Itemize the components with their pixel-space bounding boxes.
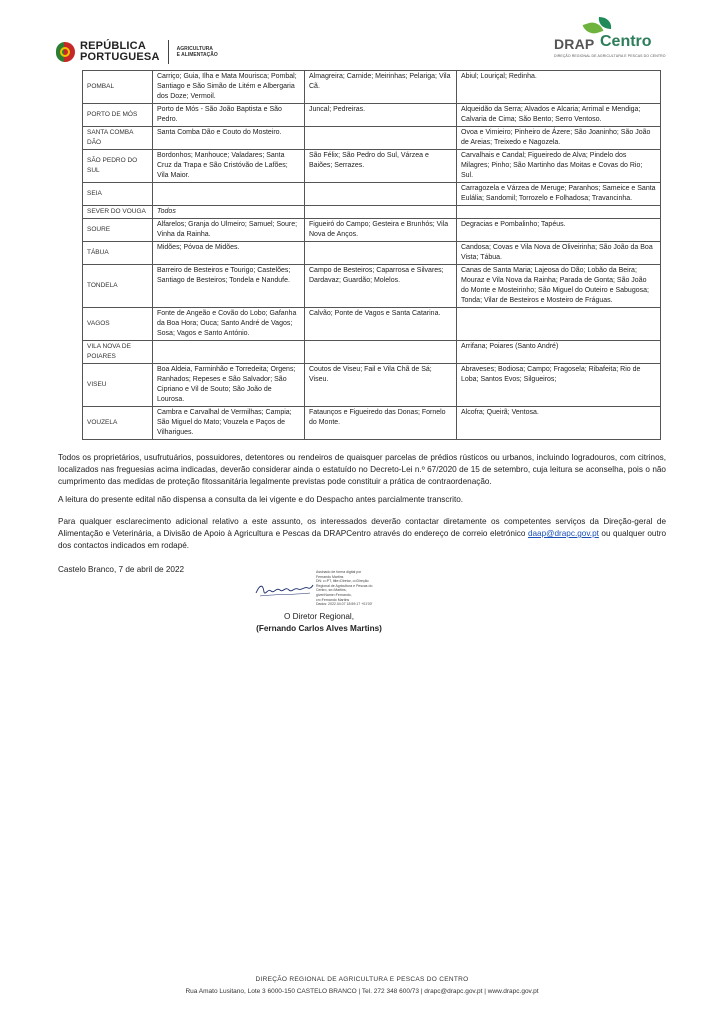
republica-portuguesa-logo (56, 38, 218, 66)
footer-organization: DIREÇÃO REGIONAL DE AGRICULTURA E PESCAS DO CENTRO (255, 976, 469, 983)
parish-cell-b: Figueiró do Campo; Gesteira e Brunhós; Vila Nova de Anços. (305, 219, 457, 242)
municipality-cell: SOURE (83, 219, 153, 242)
parish-cell-b: São Félix; São Pedro do Sul, Várzea e Baiões; Serrazes. (305, 150, 457, 183)
drap-subtitle: DIREÇÃO REGIONAL DE AGRICULTURA E PESCAS DO CENTRO (554, 54, 666, 58)
parish-cell-c: Carvalhais e Candal; Figueiredo de Alva; Pindelo dos Milagres; Pinho; São Martinho das Moitas e Covas do Rio; Sul. (457, 150, 661, 183)
table-row (83, 242, 661, 265)
cert-line: givenName=Fernando, (316, 592, 352, 597)
cert-line: Centro, sn=Martins, (316, 588, 347, 593)
paragraph-owners-notice: Todos os proprietários, usufrutuários, possuidores, detentores ou rendeiros de quaisquer parcelas de prédios rústicos ou urbanos, incluindo logradouros, com citrinos, localizados nas freguesias acima indicadas, deverão considerar ainda o estatuído no Decreto-Lei n.º 67/2020 de 15 de setembro, cuja leitura se aconselha, pois o não cumprimento das medidas de proteção fitossanitária legalmente previstas pode constituir a prática de contraordenação. (58, 453, 666, 486)
cert-line: Regional de Agricultura e Pescas do (316, 583, 373, 588)
parish-cell-c (457, 308, 661, 341)
table-row (83, 308, 661, 341)
parish-cell-c: Alqueidão da Serra; Alvados e Alcaria; Arrimal e Mendiga; Calvaria de Cima; São Bento; Serro Ventoso. (457, 104, 661, 127)
parish-cell-a: Midões; Póvoa de Midões. (153, 242, 305, 265)
contact-text-before: Para qualquer esclarecimento adicional relativo a este assunto, os interessados deverão contactar diretamente os competentes serviços da Direção-geral de Alimentação e Veterinária, a Divisão de Apoio à Agricultura e Pescas da DRAPCentro através do endereço de correio eletrónico (58, 517, 666, 538)
paragraph-contact (58, 516, 666, 552)
drapcentro-logo (546, 18, 666, 62)
digital-signature (254, 570, 434, 610)
parishes-table-body (83, 71, 661, 440)
parish-cell-b: Calvão; Ponte de Vagos e Santa Catarina. (305, 308, 457, 341)
centro-word: Centro (600, 33, 652, 50)
parish-cell-a (153, 183, 305, 206)
parish-cell-c (457, 206, 661, 219)
parish-cell-b (305, 183, 457, 206)
ministry-line-1: AGRICULTURA (176, 46, 213, 52)
municipality-cell: VOUZELA (83, 407, 153, 440)
parish-cell-a (153, 341, 305, 364)
table-row (83, 407, 661, 440)
director-block (255, 611, 383, 635)
parish-cell-b: Campo de Besteiros; Caparrosa e Silvares; Dardavaz; Guardão; Molelos. (305, 265, 457, 308)
table-row (83, 265, 661, 308)
handwritten-signature-icon (254, 578, 314, 600)
parish-cell-c: Abiul; Louriçal; Redinha. (457, 71, 661, 104)
table-row (83, 150, 661, 183)
ministry-line-2: E ALIMENTAÇÃO (176, 52, 218, 58)
republic-line-2: PORTUGUESA (80, 51, 160, 63)
table-row (83, 219, 661, 242)
parish-cell-a: Fonte de Angeão e Covão do Lobo; Gafanha da Boa Hora; Ouca; Santo André de Vagos; Sosa; Vagos e Santo António. (153, 308, 305, 341)
municipality-cell: SEVER DO VOUGA (83, 206, 153, 219)
municipality-cell: TONDELA (83, 265, 153, 308)
municipality-cell: VISEU (83, 364, 153, 407)
parish-cell-b (305, 206, 457, 219)
municipality-cell: PORTO DE MÓS (83, 104, 153, 127)
parish-cell-b: Juncal; Pedreiras. (305, 104, 457, 127)
cert-line: DN: c=PT, title=Diretor, o=Direção (316, 579, 369, 584)
parish-cell-c: Degracias e Pombalinho; Tapéus. (457, 219, 661, 242)
municipality-cell: TÁBUA (83, 242, 153, 265)
cert-line: Assinado de forma digital por (316, 570, 362, 574)
table-row (83, 71, 661, 104)
cert-line: Dados: 2022.04.07 18:59:17 +01'00' (316, 602, 373, 607)
parish-cell-b (305, 341, 457, 364)
parish-cell-b: Fataunços e Figueiredo das Donas; Fornelo do Monte. (305, 407, 457, 440)
parish-cell-b: Almagreira; Carnide; Meirinhas; Pelariga; Vila Cã. (305, 71, 457, 104)
republic-line-1: REPÚBLICA (80, 40, 146, 52)
table-row (83, 104, 661, 127)
parish-cell-a: Alfarelos; Granja do Ulmeiro; Samuel; Soure; Vinha da Rainha. (153, 219, 305, 242)
place-date: Castelo Branco, 7 de abril de 2022 (58, 565, 185, 574)
portugal-crest-icon (56, 40, 76, 64)
parishes-table (82, 70, 661, 440)
parish-cell-a: Santa Comba Dão e Couto do Mosteiro. (153, 127, 305, 150)
table-row (83, 364, 661, 407)
parish-cell-a: Carriço; Guia, Ilha e Mata Mourisca; Pombal; Santiago e São Simão de Litém e Albergaria dos Doze; Vermoil. (153, 71, 305, 104)
municipality-cell: SEIA (83, 183, 153, 206)
parish-cell-b (305, 127, 457, 150)
parish-cell-a: Bordonhos; Manhouce; Valadares; Santa Cruz da Trapa e São Cristóvão de Lafões; Vila Maior. (153, 150, 305, 183)
parish-cell-c: Canas de Santa Maria; Lajeosa do Dão; Lobão da Beira; Mouraz e Vila Nova da Rainha; Parada de Gonta; São João do Monte e Mosteirinho; São Miguel do Outeiro e Sabugosa; Tonda; Vilar de Besteiros e Mosteiro de Fráguas. (457, 265, 661, 308)
parish-cell-b (305, 242, 457, 265)
footer-contacts: Rua Amato Lusitano, Lote 3 6000-150 CASTELO BRANCO | Tel. 272 348 600/73 | drapc@drapc.gov.pt | www.drapc.gov.pt (185, 988, 539, 995)
parish-cell-a: Cambra e Carvalhal de Vermilhas; Campia; São Miguel do Mato; Vouzela e Paços de Vilharigues. (153, 407, 305, 440)
parish-cell-a: Boa Aldeia, Farminhão e Torredeita; Orgens; Ranhados; Repeses e São Salvador; São Cipriano e Vil de Souto; São João de Lourosa. (153, 364, 305, 407)
parish-cell-c: Alcofra; Queirã; Ventosa. (457, 407, 661, 440)
cert-line: cn=Fernando Martins (316, 597, 350, 602)
ministry-name (177, 46, 218, 58)
table-row (83, 341, 661, 364)
parish-cell-b: Coutos de Viseu; Fail e Vila Chã de Sá; Viseu. (305, 364, 457, 407)
republica-portuguesa-name (80, 41, 160, 63)
cert-line: Fernando Martins (316, 574, 344, 579)
director-name: (Fernando Carlos Alves Martins) (256, 624, 382, 633)
signature-certificate (316, 570, 372, 607)
contact-email-link[interactable]: daap@drapc.gov.pt (527, 529, 599, 538)
parish-cell-c: Candosa; Covas e Vila Nova de Oliveirinha; São João da Boa Vista; Tábua. (457, 242, 661, 265)
table-row (83, 183, 661, 206)
municipality-cell: SÃO PEDRO DO SUL (83, 150, 153, 183)
page-header (0, 0, 724, 70)
parish-cell-a: Todos (153, 206, 305, 219)
logo-separator (168, 40, 169, 64)
municipality-cell: VAGOS (83, 308, 153, 341)
table-row (83, 206, 661, 219)
municipality-cell: POMBAL (83, 71, 153, 104)
parish-cell-c: Carragozela e Várzea de Meruge; Paranhos; Sameice e Santa Eulália; Sandomil; Torrozelo e Folhadosa; Travancinha. (457, 183, 661, 206)
contact-text-after: ou qualquer outro dos contactos indicados em rodapé. (58, 529, 666, 550)
parish-cell-c: Ovoa e Vimieiro; Pinheiro de Ázere; São Joaninho; São João de Areias; Treixedo e Nagozela. (457, 127, 661, 150)
parish-cell-a: Barreiro de Besteiros e Tourigo; Castelões; Santiago de Besteiros; Tondela e Nandufe. (153, 265, 305, 308)
municipality-cell: SANTA COMBA DÃO (83, 127, 153, 150)
table-row (83, 127, 661, 150)
parish-cell-c: Abraveses; Bodiosa; Campo; Fragosela; Ribafeita; Rio de Loba; Santos Evos; Silgueiros; (457, 364, 661, 407)
director-role: O Diretor Regional, (283, 612, 355, 621)
parish-cell-a: Porto de Mós - São João Baptista e São Pedro. (153, 104, 305, 127)
drap-word: DRAP (554, 36, 595, 52)
municipality-cell: VILA NOVA DE POIARES (83, 341, 153, 364)
parish-cell-c: Arrifana; Poiares (Santo André) (457, 341, 661, 364)
paragraph-law-notice: A leitura do presente edital não dispensa a consulta da lei vigente e do Despacho antes parcialmente transcrito. (58, 495, 464, 504)
